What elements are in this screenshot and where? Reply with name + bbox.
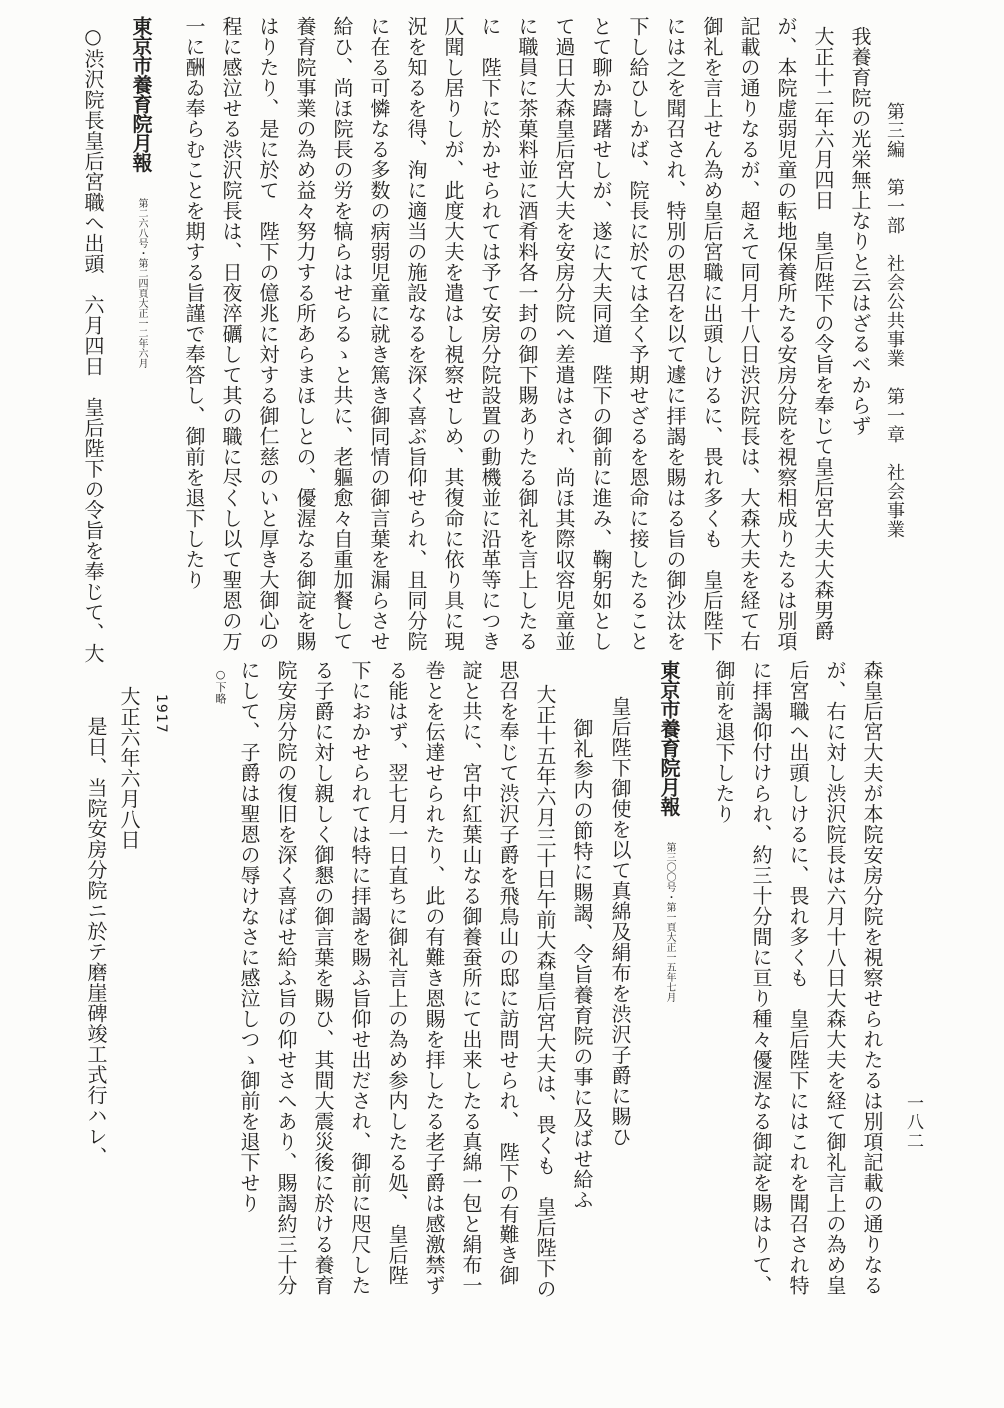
omission-note: ○下略 (214, 668, 227, 705)
text-column: とて聊か躊躇せしが、遂に大夫同道 陛下の御前に進み、鞠躬如とし (589, 16, 613, 652)
text-column: 巻とを伝達せられたり、此の有難き恩賜を拝したる老子爵は感激禁ず (422, 660, 446, 1296)
text-column: 御前を退下したり (712, 660, 736, 824)
text-column: 記載の通りなるが、超えて同月十八日渋沢院長は、大森大夫を経て右 (737, 16, 761, 652)
text-column: に職員に茶菓料並に酒肴料各一封の御下賜ありたる御礼を言上したる (515, 16, 539, 652)
text-column: にして、子爵は聖恩の辱けなさに感泣しつゝ御前を退下せり (237, 660, 261, 1214)
text-column: 諚と共に、宮中紅葉山なる御養蚕所にて出来したる真綿一包と絹布一 (459, 660, 483, 1296)
text-column: 仄聞し居りしが、此度大夫を遣はし視察せしめ、其復命に依り具に現 (441, 16, 465, 652)
source-meta (649, 842, 689, 1002)
text-column: 森皇后宮大夫が本院安房分院を視察せられたるは別項記載の通りなる (860, 660, 884, 1296)
text-column: 院安房分院の復旧を深く喜ばせ給ふ旨の仰せさへあり、賜謁約三十分 (274, 660, 298, 1296)
text-column: 一に酬ゐ奉らむことを期する旨謹で奉答し、御前を退下したり (182, 16, 206, 590)
text-column: 御礼を言上せん為め皇后宮職に出頭しけるに、畏れ多くも 皇后陛下 (700, 16, 724, 652)
year-marker: 1917 (153, 694, 169, 734)
text-column: て過日大森皇后宮大夫を安房分院へ差遣はされ、尚ほ其際収容児童並 (552, 16, 576, 652)
text-column: が、本院虚弱児童の転地保養所たる安房分院を視察相成りたるは別項 (774, 16, 798, 652)
source-title: 東京市養育院月報 (129, 16, 153, 172)
source-citation (121, 16, 161, 638)
text-column: 況を知るを得、洵に適当の施設なるを深く喜ぶ旨仰せられ、且同分院 (404, 16, 428, 652)
text-column: る子爵に対し親しく御懇の御言葉を賜ひ、其間大震災後に於ける養育 (311, 660, 335, 1296)
source-title: 東京市養育院月報 (657, 660, 681, 816)
text-column: 是日、当院安房分院ニ於テ磨崖碑竣工式行ハレ、 (84, 716, 108, 1167)
text-column: 我養育院の光栄無上なりと云はざるべからず (848, 26, 872, 436)
text-column: る能はず、翌七月一日直ちに御礼言上の為め参内したる処、 皇后陛 (385, 660, 409, 1286)
source-citation (649, 660, 689, 1310)
source-issue: 第三〇〇号・第一頁 (664, 842, 675, 932)
text-column: に 陛下に於かせられては予て安房分院設置の動機並に沿革等につき (478, 16, 502, 652)
page-number: 一八二 (903, 1094, 923, 1151)
text-column: 程に感泣せる渋沢院長は、日夜淬礪して其の職に尽くし以て聖恩の万 (219, 16, 243, 652)
text-column: には之を聞召され、特別の思召を以て遽に拝謁を賜はる旨の御沙汰を (663, 16, 687, 652)
bottom-section (78, 660, 928, 1310)
source-date: 大正一二年六月 (136, 298, 147, 368)
article-subtitle: 御礼参内の節特に賜謁、令旨養育院の事に及ばせ給ふ (570, 718, 594, 1210)
text-column: 思召を奉じて渋沢子爵を飛鳥山の邸に訪問せられ、 陛下の有難き御 (496, 660, 520, 1286)
entry-heading: ○渋沢院長皇后宮職へ出頭 六月四日 皇后陛下の令旨を奉じて、大 (81, 24, 105, 664)
text-column: に拝謁仰付けられ、約三十分間に亘り種々優渥なる御諚を賜はりて、 (749, 660, 773, 1296)
text-column: はりたり、是に於て 陛下の億兆に対する御仁慈のいと厚き大御心の (256, 16, 280, 652)
source-meta (121, 198, 161, 368)
text-column: に在る可憐なる多数の病弱児童に就き篤き御同情の御言葉を漏らさせ (367, 16, 391, 652)
text-column: 下し給ひしかば、院長に於ては全く予期せざるを恩命に接したること (626, 16, 650, 652)
top-section (75, 16, 910, 664)
source-issue: 第二六八号・第二四頁 (136, 198, 147, 298)
date-heading: 大正六年六月八日 (117, 686, 141, 850)
text-column: 大正十二年六月四日 皇后陛下の令旨を奉じて皇后宮大夫大森男爵 (811, 26, 835, 641)
text-column: 養育院事業の為め益々努力する所あらまほしとの、優渥なる御諚を賜 (293, 16, 317, 652)
chapter-header: 第三編 第一部 社会公共事業 第一章 社会事業 (884, 102, 905, 539)
source-date: 大正一五年七月 (664, 932, 675, 1002)
text-column: 給ひ、尚ほ院長の労を犒らはせらるゝと共に、老軀愈々自重加餐して (330, 16, 354, 652)
text-column: 大正十五年六月三十日午前大森皇后宮大夫は、畏くも 皇后陛下の (533, 684, 557, 1299)
text-column: 后宮職へ出頭しけるに、畏れ多くも 皇后陛下にはこれを聞召され特 (786, 660, 810, 1296)
text-column: 下におかせられては特に拝謁を賜ふ旨仰せ出だされ、御前に咫尺した (348, 660, 372, 1296)
text-column: が、右に対し渋沢院長は六月十八日大森大夫を経て御礼言上の為め皇 (823, 660, 847, 1296)
article-title: 皇后陛下御使を以て真綿及絹布を渋沢子爵に賜ひ (608, 696, 632, 1147)
